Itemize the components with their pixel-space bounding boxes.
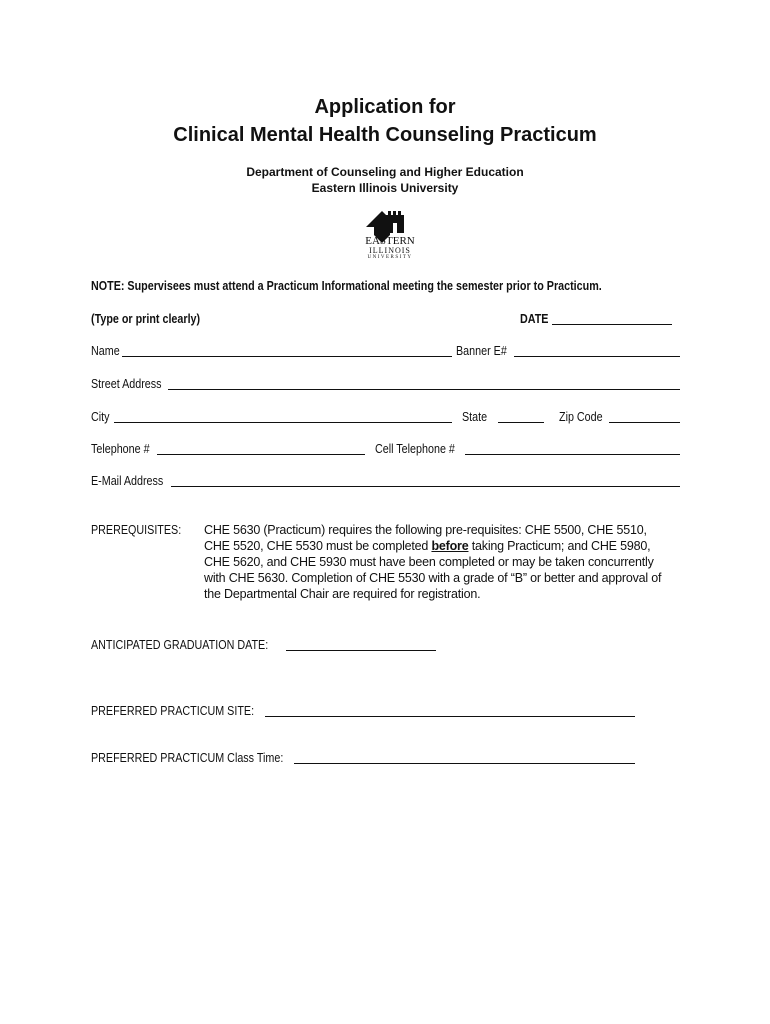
form-title-line2: Clinical Mental Health Counseling Practicum (173, 124, 597, 146)
practicum-site-label: PREFERRED PRACTICUM SITE: (91, 704, 255, 718)
banner-label: Banner E# (456, 344, 507, 358)
class-time-label: PREFERRED PRACTICUM Class Time: (91, 751, 284, 765)
practicum-note: NOTE: Supervisees must attend a Practicum Informational meeting the semester prior to Practicum. (91, 279, 602, 293)
graduation-date-field[interactable] (286, 650, 436, 651)
cell-telephone-label: Cell Telephone # (375, 442, 455, 456)
city-label: City (91, 410, 110, 424)
email-field[interactable] (171, 486, 680, 487)
state-field[interactable] (498, 422, 544, 423)
logo-text-illinois: ILLINOIS (369, 246, 411, 255)
form-title-line1: Application for (314, 96, 456, 118)
city-field[interactable] (114, 422, 452, 423)
banner-field[interactable] (514, 356, 680, 357)
date-label: DATE (520, 312, 549, 326)
university-name: Eastern Illinois University (311, 181, 459, 195)
prerequisites-text: CHE 5630 (Practicum) requires the following pre-requisites: CHE 5500, CHE 5510, CHE 5520, CHE 5530 must be completed before taking Practicum; and CHE 5980, CHE 5620, and CHE 5930 must have been completed or may be taken concurrently with CHE 5630. Completion of CHE 5530 with a grade of “B” or better and approval of the Departmental Chair are required for registration. (204, 523, 662, 601)
telephone-label: Telephone # (91, 442, 150, 456)
street-address-field[interactable] (168, 389, 680, 390)
logo-text-eastern: EASTERN (365, 235, 415, 247)
prerequisites-label: PREREQUISITES: (91, 523, 182, 537)
street-address-label: Street Address (91, 377, 162, 391)
zip-field[interactable] (609, 422, 680, 423)
cell-telephone-field[interactable] (465, 454, 680, 455)
graduation-date-label: ANTICIPATED GRADUATION DATE: (91, 638, 269, 652)
type-print-instruction: (Type or print clearly) (91, 312, 201, 326)
date-field[interactable] (552, 324, 672, 325)
practicum-site-field[interactable] (265, 716, 635, 717)
telephone-field[interactable] (157, 454, 365, 455)
name-field[interactable] (122, 356, 452, 357)
state-label: State (462, 410, 488, 424)
email-label: E-Mail Address (91, 474, 164, 488)
class-time-field[interactable] (294, 763, 635, 764)
zip-label: Zip Code (559, 410, 603, 424)
before-emphasis: before (431, 539, 469, 553)
name-label: Name (91, 344, 120, 358)
logo-text-university: UNIVERSITY (367, 255, 413, 260)
department-name: Department of Counseling and Higher Education (246, 165, 524, 179)
